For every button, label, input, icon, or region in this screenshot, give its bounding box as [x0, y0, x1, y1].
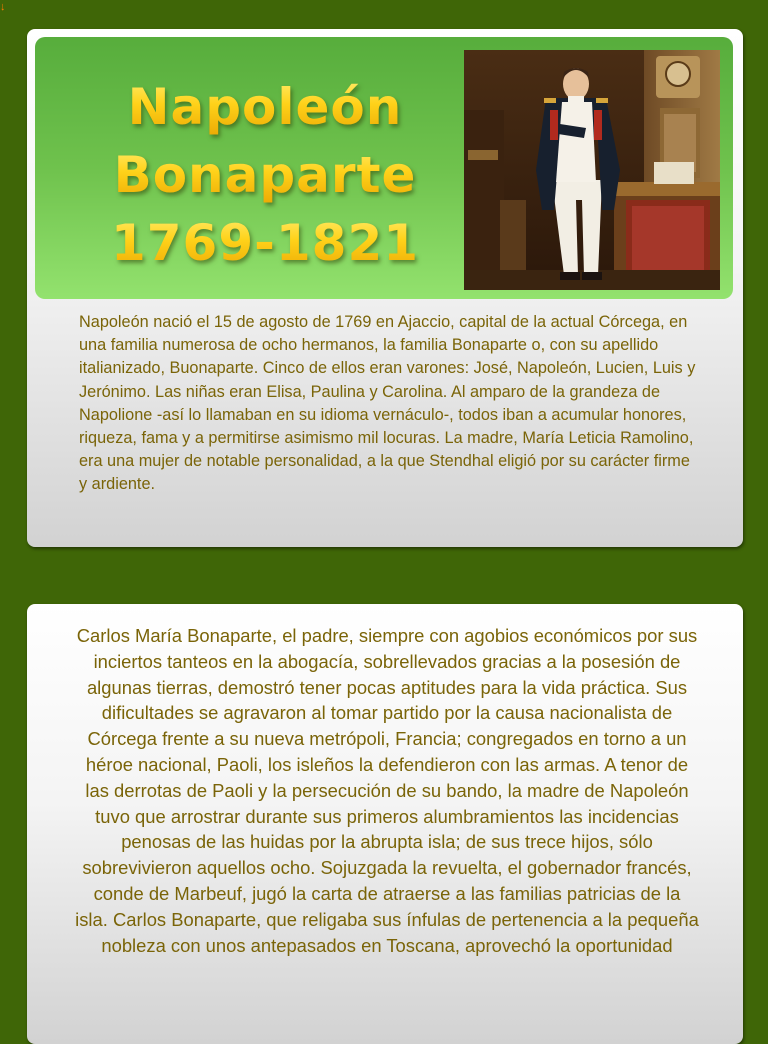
slide-intro-paragraph: Napoleón nació el 15 de agosto de 1769 en Ajaccio, capital de la actual Córcega, en una familia numerosa de ocho hermanos, la familia Bonaparte o, con su apellido italianizado, Buonaparte. Cinco de ellos eran varones: José, Napoleón, Lucien, Luis y Jerónimo. Las niñas eran Elisa, Paulina y Carolina. Al amparo de la grandeza de Napolione -así lo llamaban en su idioma vernáculo-, todos iban a acumular honores, riqueza, fama y a permitirse asimismo mil locuras. La madre, María Leticia Ramolino, era una mujer de notable personalidad, a la que Stendhal eligió por su carácter firme y ardiente. [79, 313, 696, 494]
slide-father-paragraph: Carlos María Bonaparte, el padre, siempre con agobios económicos por sus inciertos tanteos en la abogacía, sobrellevados gracias a la posesión de algunas tierras, demostró tener pocas aptitudes para la vida práctica. Sus dificultades se agravaron al tomar partido por la causa nacionalista de Córcega frente a su nueva metrópoli, Francia; congregados en torno a un héroe nacional, Paoli, los isleños la defendieron con las armas. A tenor de las derrotas de Paoli y la persecución de su bando, la madre de Napoleón tuvo que arrostrar durante sus primeros alumbramientos las incidencias penosas de las huidas por la abrupta isla; de sus trece hijos, sólo sobrevivieron aquellos ocho. Sojuzgada la revuelta, el gobernador francés, conde de Marbeuf, jugó la carta de atraerse a las familias patricias de la isla. Carlos Bonaparte, que religaba sus ínfulas de pertenencia a la pequeña nobleza con unos antepasados en Toscana, aprovechó la oportunidad [75, 625, 699, 956]
slide-father [27, 604, 743, 1044]
title-line-years: 1769-1821 [75, 209, 455, 277]
title-line-surname: Bonaparte [75, 141, 455, 209]
slide-intro [27, 29, 743, 547]
title-line-name: Napoleón [75, 73, 455, 141]
page-title [75, 73, 455, 277]
down-arrow-icon[interactable]: ↓ [0, 1, 6, 13]
title-banner [35, 37, 733, 299]
napoleon-portrait-image [464, 50, 720, 290]
